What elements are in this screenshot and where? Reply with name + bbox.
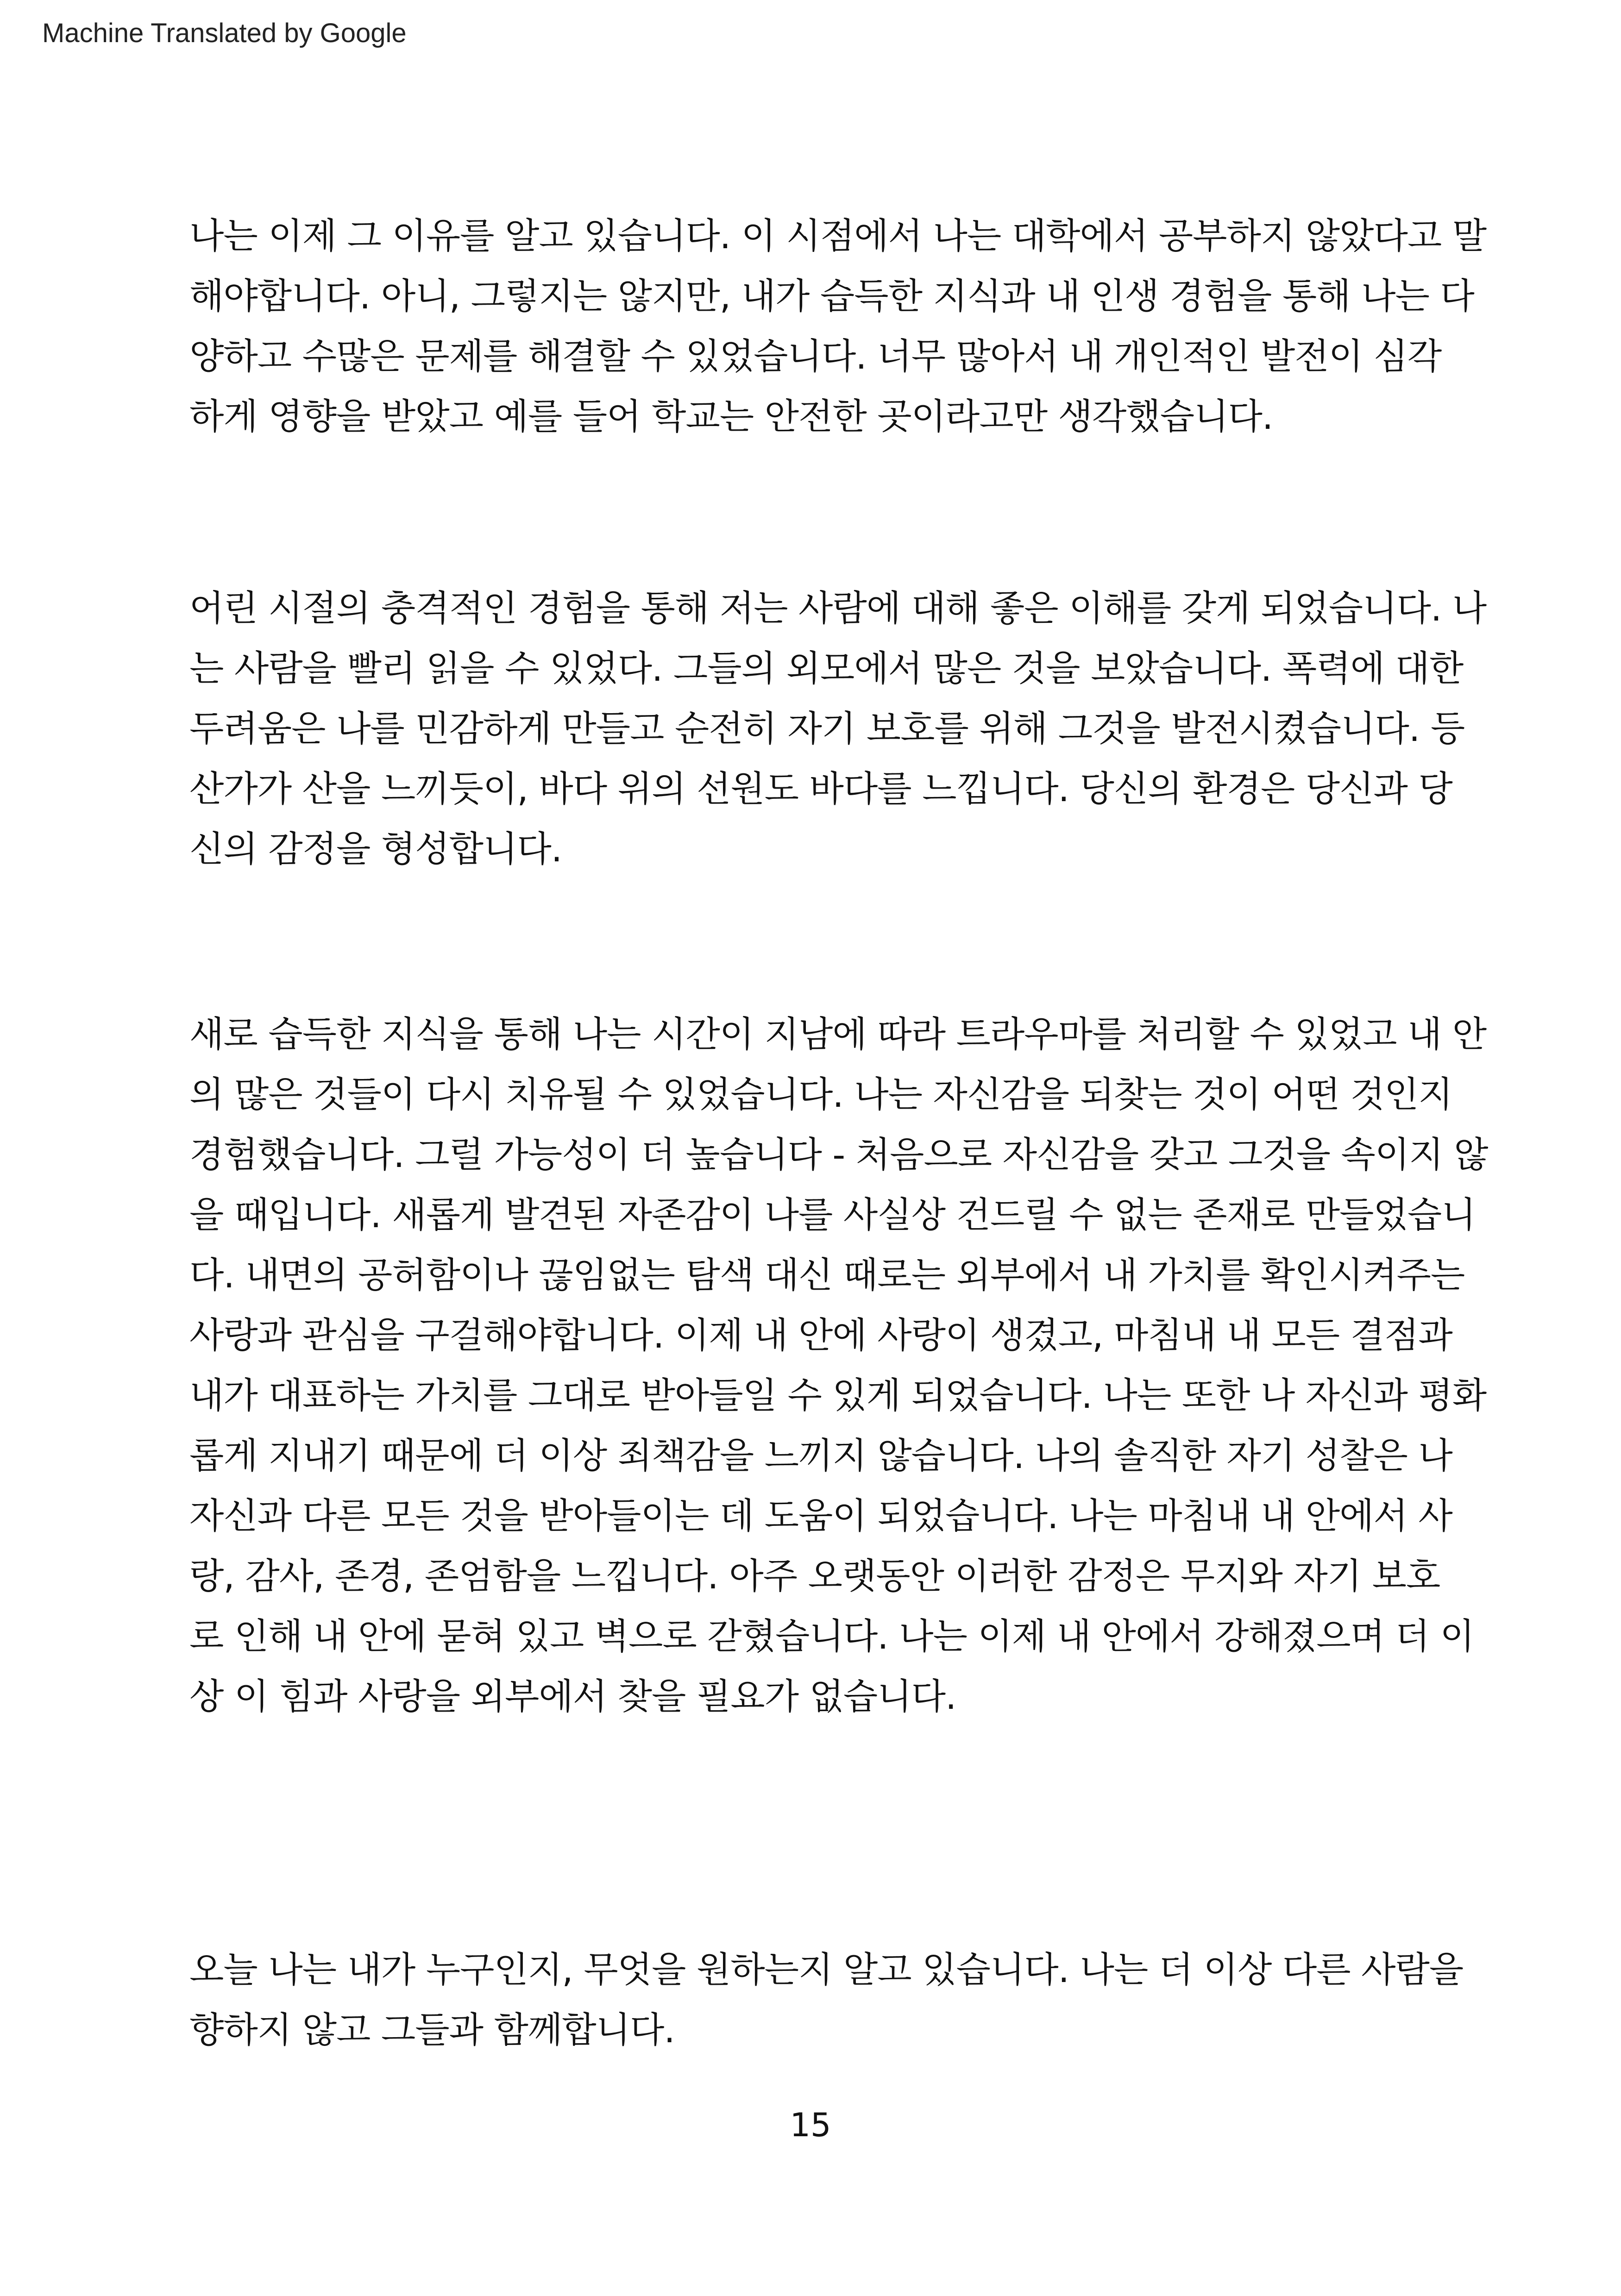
text-line: 을 때입니다. 새롭게 발견된 자존감이 나를 사실상 건드릴 수 없는 존재로 만들었습니 — [189, 1195, 1476, 1236]
text-line: 새로 습득한 지식을 통해 나는 시간이 지남에 따라 트라우마를 처리할 수 있었고 내 안 — [189, 1014, 1487, 1055]
text-line: 양하고 수많은 문제를 해결할 수 있었습니다. 너무 많아서 내 개인적인 발전이 심각 — [189, 336, 1442, 377]
text-line: 오늘 나는 내가 누구인지, 무엇을 원하는지 알고 있습니다. 나는 더 이상 다른 사람을 — [189, 1950, 1464, 1991]
text-line: 향하지 않고 그들과 함께합니다. — [189, 2010, 675, 2051]
paragraph-1 — [189, 207, 1487, 447]
paragraph-4 — [189, 1940, 1468, 2061]
text-line: 다. 내면의 공허함이나 끊임없는 탐색 대신 때로는 외부에서 내 가치를 확인시켜주는 — [189, 1255, 1465, 1296]
text-line: 두려움은 나를 민감하게 만들고 순전히 자기 보호를 위해 그것을 발전시켰습니다. 등 — [189, 709, 1465, 750]
page-number: 15 — [790, 2106, 831, 2144]
text-line: 의 많은 것들이 다시 치유될 수 있었습니다. 나는 자신감을 되찾는 것이 어떤 것인지 — [189, 1074, 1452, 1116]
machine-translation-note: Machine Translated by Google — [42, 18, 407, 48]
text-line: 나는 이제 그 이유를 알고 있습니다. 이 시점에서 나는 대학에서 공부하지 않았다고 말 — [189, 216, 1487, 257]
text-line: 롭게 지내기 때문에 더 이상 죄책감을 느끼지 않습니다. 나의 솔직한 자기 성찰은 나 — [189, 1436, 1452, 1477]
text-line: 상 이 힘과 사랑을 외부에서 찾을 필요가 없습니다. — [189, 1676, 956, 1718]
paragraph-3 — [189, 1005, 1488, 1727]
text-line: 랑, 감사, 존경, 존엄함을 느낍니다. 아주 오랫동안 이러한 감정은 무지와 자기 보호 — [189, 1556, 1440, 1597]
text-line: 산가가 산을 느끼듯이, 바다 위의 선원도 바다를 느낍니다. 당신의 환경은 당신과 당 — [189, 769, 1452, 810]
text-line: 사랑과 관심을 구걸해야합니다. 이제 내 안에 사랑이 생겼고, 마침내 내 모든 결점과 — [189, 1315, 1452, 1356]
text-line: 내가 대표하는 가치를 그대로 받아들일 수 있게 되었습니다. 나는 또한 나 자신과 평화 — [189, 1375, 1487, 1417]
text-line: 신의 감정을 형성합니다. — [189, 829, 562, 870]
text-line: 로 인해 내 안에 묻혀 있고 벽으로 갇혔습니다. 나는 이제 내 안에서 강해졌으며 더 이 — [189, 1616, 1474, 1657]
text-line: 경험했습니다. 그럴 가능성이 더 높습니다 - 처음으로 자신감을 갖고 그것을 속이지 않 — [189, 1135, 1488, 1176]
text-line: 어린 시절의 충격적인 경험을 통해 저는 사람에 대해 좋은 이해를 갖게 되었습니다. 나 — [189, 588, 1487, 629]
text-line: 는 사람을 빨리 읽을 수 있었다. 그들의 외모에서 많은 것을 보았습니다. 폭력에 대한 — [189, 648, 1464, 690]
text-line: 하게 영향을 받았고 예를 들어 학교는 안전한 곳이라고만 생각했습니다. — [189, 396, 1273, 438]
paragraph-2 — [189, 579, 1487, 880]
text-line: 해야합니다. 아니, 그렇지는 않지만, 내가 습득한 지식과 내 인생 경험을 통해 나는 다 — [189, 276, 1474, 317]
text-line: 자신과 다른 모든 것을 받아들이는 데 도움이 되었습니다. 나는 마침내 내 안에서 사 — [189, 1496, 1452, 1537]
